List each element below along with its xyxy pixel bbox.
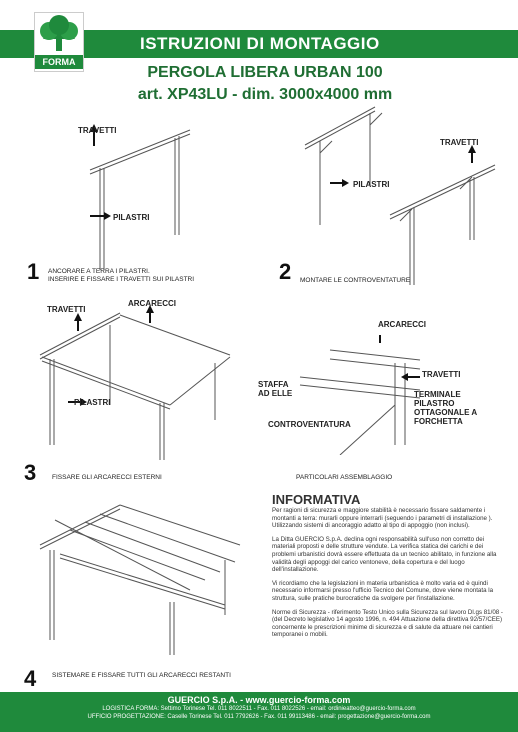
step4-drawing [30, 490, 250, 660]
tree-icon [35, 13, 83, 55]
label-pilastri-3: PILASTRI [74, 398, 111, 407]
step3-drawing [30, 305, 250, 465]
info-paragraph-4: Norme di Sicurezza - riferimento Testo Unico sulla Sicurezza sul lavoro Dl.gs 81/08 - (del Decreto legislativo 14 agosto 1996, n. 494 Attuazione della direttiva 92/57/CEE) concernente le prescrizioni minime di sicurezza e di salute da attuare nei cantieri temporanei o mobili. [272, 608, 503, 639]
label-travetti-2: TRAVETTI [440, 138, 479, 147]
step-number-3: 3 [24, 460, 37, 485]
details-caption: PARTICOLARI ASSEMBLAGGIO [296, 474, 393, 481]
label-pilastri-2: PILASTRI [353, 180, 390, 189]
step-text-2: MONTARE LE CONTROVENTATURE [300, 277, 411, 284]
info-body [272, 507, 504, 645]
step1-drawing [60, 110, 210, 280]
page-title: ISTRUZIONI DI MONTAGGIO [140, 34, 380, 53]
step2-drawing [300, 105, 500, 285]
label-arcarecci-d: ARCARECCI [378, 320, 426, 329]
forma-logo [34, 12, 84, 72]
label-pilastri-1: PILASTRI [113, 213, 150, 222]
step-number-4: 4 [24, 666, 37, 691]
footer-company: GUERCIO S.p.A. - www.guercio-forma.com [167, 695, 351, 705]
footer-design-office: UFFICIO PROGETTAZIONE: Caselle Torinese Tel. 011 7792626 - Fax. 011 99113486 - email: progettazione@guercio-forma.com [87, 714, 431, 720]
logo-word: FORMA [35, 55, 83, 69]
label-travetti-1: TRAVETTI [78, 126, 117, 135]
step-number-2: 2 [279, 259, 292, 284]
footer [0, 692, 518, 732]
step-text-4: SISTEMARE E FISSARE TUTTI GLI ARCARECCI RESTANTI [52, 672, 231, 679]
step-text-1b: INSERIRE E FISSARE I TRAVETTI SUI PILASTRI [48, 276, 195, 283]
step-text-1a: ANCORARE A TERRA I PILASTRI. [48, 268, 150, 275]
info-title: INFORMATIVA [272, 492, 361, 507]
info-paragraph-3: Vi ricordiamo che la legislazioni in materia urbanistica è molto varia ed è quindi necessario informarsi presso l'ufficio Tecnico del Comune, dove viene montata la struttura, sulle pratiche burocratiche da svolgere per l'installazione. [272, 579, 494, 602]
product-name: PERGOLA LIBERA URBAN 100 [147, 64, 383, 81]
label-travetti-d: TRAVETTI [422, 370, 461, 379]
label-staffa: STAFFA AD ELLE [258, 380, 293, 398]
step-number-1: 1 [27, 259, 40, 284]
info-paragraph-2: La Ditta GUERCIO S.p.A. declina ogni responsabilità sull'uso non corretto dei materiali proposti e delle strutture vendute. La verifica statica dei carichi e dei problemi urbanistici dovrà essere effettuata da un tecnico abilitato, in funzione alla validità degli appoggi del carico ventoneve, della copertura e del luogo dell'installazione. [272, 535, 497, 574]
product-code: art. XP43LU - dim. 3000x4000 mm [137, 86, 393, 103]
step-text-3: FISSARE GLI ARCARECCI ESTERNI [52, 474, 162, 481]
label-terminale: TERMINALE PILASTRO OTTAGONALE A FORCHETTA [414, 390, 477, 426]
info-paragraph-1: Per ragioni di sicurezza e maggiore stabilità è necessario fissare saldamente i montanti a terra: murarli oppure interrarli (seguendo i parametri di installazione ). Utilizzando sistemi di ancoraggio adatto al tipo di appoggio (non inclusi). [272, 507, 493, 530]
footer-logistics: LOGISTICA FORMA: Settimo Torinese Tel. 011 8022511 - Fax. 011 8022526 - email: ordinieatteo@guercio-forma.com [102, 706, 416, 712]
label-controventatura: CONTROVENTATURA [268, 420, 351, 429]
label-arcarecci-3: ARCARECCI [128, 299, 176, 308]
label-travetti-3: TRAVETTI [47, 305, 86, 314]
